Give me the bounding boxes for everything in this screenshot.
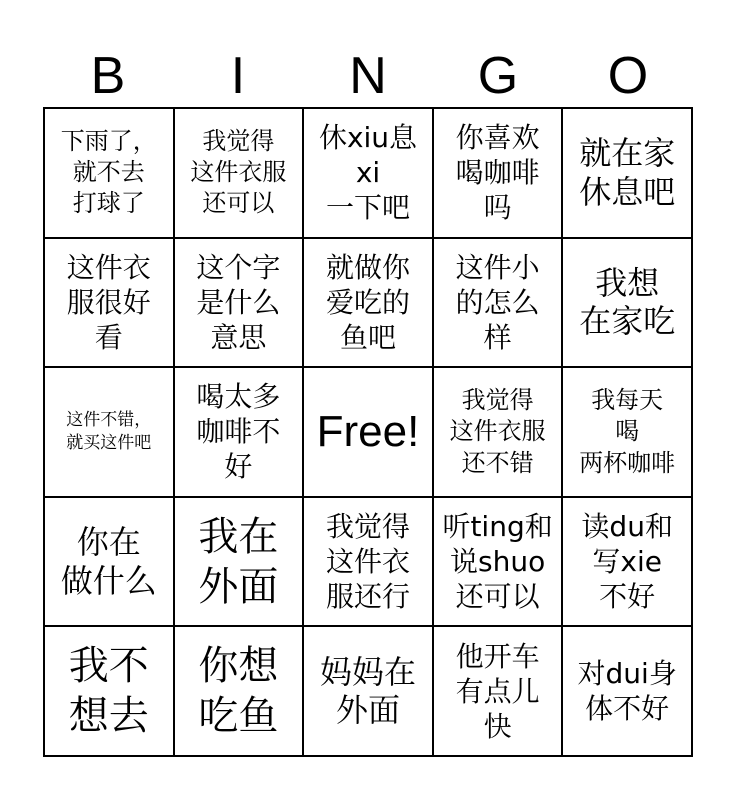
bingo-cell[interactable] (562, 367, 692, 497)
bingo-cell[interactable] (562, 626, 692, 756)
cell-text: 听ting和 说shuo 还可以 (442, 510, 553, 614)
bingo-cell[interactable] (44, 238, 174, 368)
free-space-cell[interactable] (303, 367, 433, 497)
header-letter-b: B (90, 47, 126, 105)
cell-text: 他开车 有点儿 快 (455, 639, 540, 743)
cell-text: 你喜欢 喝咖啡 吗 (455, 121, 540, 225)
cell-text: 我觉得 这件衣服 还不错 (449, 386, 546, 477)
header-letter-g: G (477, 47, 519, 105)
bingo-cell[interactable] (303, 108, 433, 238)
bingo-cell[interactable] (303, 626, 433, 756)
bingo-cell[interactable] (44, 108, 174, 238)
cell-text: 休xiu息 xi 一下吧 (318, 121, 418, 225)
cell-text: 我想 在家吃 (579, 264, 676, 341)
bingo-cell[interactable] (303, 238, 433, 368)
bingo-cell[interactable] (433, 238, 563, 368)
bingo-cell[interactable] (562, 108, 692, 238)
header-letter-o: O (607, 47, 649, 105)
cell-text: 这件衣 服很好 看 (66, 250, 151, 354)
cell-text: 对dui身 体不好 (577, 657, 677, 726)
cell-text: 喝太多 咖啡不 好 (196, 380, 281, 484)
cell-text: 读du和 写xie 不好 (581, 510, 673, 614)
cell-text: 这件小 的怎么 样 (455, 250, 540, 354)
cell-text: 我不 想去 (68, 643, 149, 740)
bingo-cell[interactable] (303, 497, 433, 627)
cell-text: 妈妈在 外面 (319, 652, 416, 730)
cell-text: 这件不错， 就买这件吧 (66, 410, 152, 453)
bingo-cell[interactable] (44, 626, 174, 756)
cell-text: 你想 吃鱼 (198, 643, 279, 740)
bingo-cell[interactable] (174, 367, 304, 497)
bingo-card-grid (43, 107, 693, 757)
bingo-cell[interactable] (174, 626, 304, 756)
header-letter-n: N (349, 47, 387, 105)
bingo-cell[interactable] (433, 367, 563, 497)
bingo-cell[interactable] (44, 497, 174, 627)
bingo-cell[interactable] (433, 497, 563, 627)
bingo-cell[interactable] (174, 108, 304, 238)
bingo-cell[interactable] (433, 626, 563, 756)
cell-text: 下雨了， 就不去 打球了 (60, 127, 157, 218)
cell-text: 你在 做什么 (60, 523, 157, 600)
cell-text: 就在家 休息吧 (579, 134, 676, 211)
bingo-cell[interactable] (174, 238, 304, 368)
bingo-cell[interactable] (433, 108, 563, 238)
bingo-cell[interactable] (562, 238, 692, 368)
bingo-cell[interactable] (174, 497, 304, 627)
bingo-cell[interactable] (562, 497, 692, 627)
bingo-cell[interactable] (44, 367, 174, 497)
header-letter-i: I (230, 47, 246, 105)
cell-text: 这个字 是什么 意思 (196, 250, 281, 354)
cell-text: 我觉得 这件衣 服还行 (325, 510, 410, 614)
free-space-text: Free! (316, 406, 420, 456)
cell-text: 我每天 喝 两杯咖啡 (579, 386, 676, 477)
cell-text: 就做你 爱吃的 鱼吧 (325, 250, 410, 354)
cell-text: 我觉得 这件衣服 还可以 (190, 127, 287, 218)
bingo-header (43, 48, 693, 104)
cell-text: 我在 外面 (198, 513, 279, 610)
